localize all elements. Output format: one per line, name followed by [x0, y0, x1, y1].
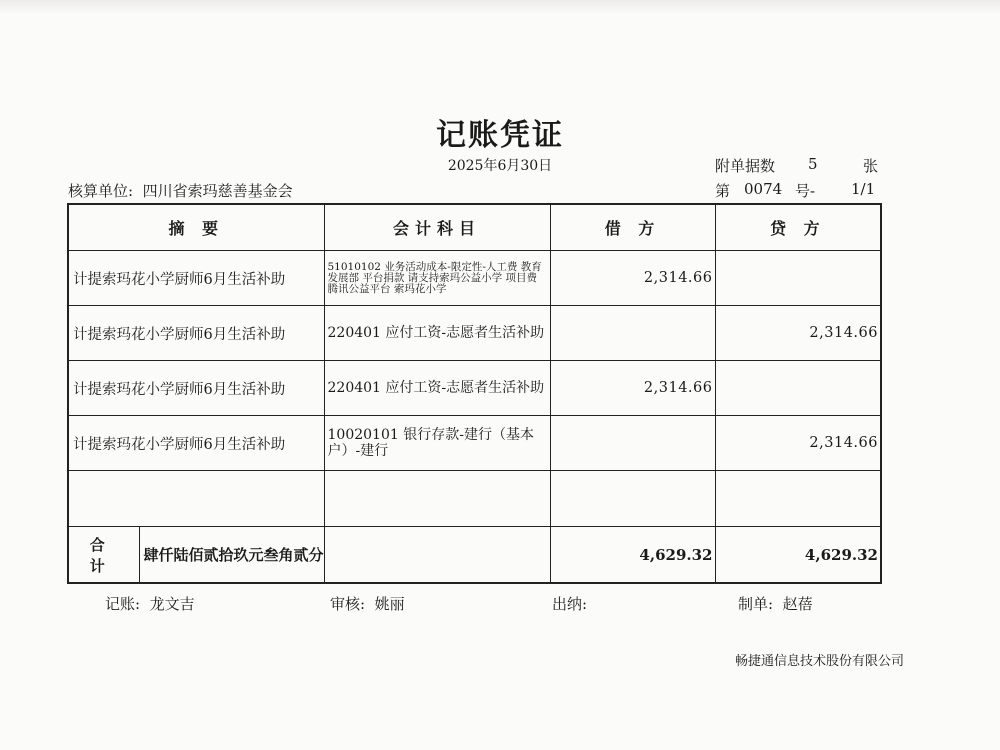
header-account: 会计科目: [324, 204, 550, 251]
header-debit: 借 方: [550, 204, 715, 251]
row-credit: 2,314.66: [715, 416, 881, 471]
row-credit: [715, 361, 881, 416]
voucher-number-value: 0074: [744, 180, 783, 198]
voucher-date: 2025年6月30日: [447, 158, 553, 174]
row-account: 220401 应付工资-志愿者生活补助: [324, 306, 550, 361]
software-company: 畅捷通信息技术股份有限公司: [735, 654, 905, 669]
reviewer-label: 审核:: [330, 595, 366, 613]
total-row: [68, 527, 881, 584]
row-account: 51010102 业务活动成本-限定性-人工费 教育发展部 平台捐款 请支持索玛公益小学 项目费 腾讯公益平台 索玛花小学: [324, 251, 550, 306]
preparer-name: 赵蓓: [782, 595, 813, 613]
row-summary: 计提索玛花小学厨师6月生活补助: [68, 306, 324, 361]
row-debit: 2,314.66: [550, 251, 715, 306]
cashier-label: 出纳:: [552, 595, 588, 613]
accounting-unit-name: 四川省索玛慈善基金会: [142, 182, 293, 200]
total-credit: 4,629.32: [715, 527, 881, 584]
voucher-page: 1/1: [851, 180, 876, 198]
attachments-count: 5: [808, 155, 818, 173]
preparer-signature: [738, 593, 813, 614]
bookkeeper-name: 龙文吉: [149, 595, 195, 613]
cashier-signature: [552, 593, 597, 614]
voucher-number-suffix: 号-: [795, 182, 816, 200]
total-amount-in-words: 肆仟陆佰贰拾玖元叁角贰分: [143, 546, 324, 564]
empty-cell: [550, 471, 715, 527]
row-summary: 计提索玛花小学厨师6月生活补助: [68, 416, 324, 471]
row-summary: 计提索玛花小学厨师6月生活补助: [68, 361, 324, 416]
reviewer-name: 姚丽: [374, 595, 405, 613]
table-row: [68, 361, 881, 416]
row-debit: [550, 416, 715, 471]
row-debit: 2,314.66: [550, 361, 715, 416]
voucher-title: 记账凭证: [436, 118, 564, 153]
voucher-table: [67, 203, 882, 584]
total-debit: 4,629.32: [550, 527, 715, 584]
bookkeeper-signature: [105, 593, 195, 614]
scan-edge: [0, 0, 1000, 14]
attachments-label: 附单据数: [715, 157, 776, 175]
empty-row: [68, 471, 881, 527]
header-summary: 摘 要: [68, 204, 324, 251]
reviewer-signature: [330, 593, 405, 614]
total-label: 合 计: [69, 527, 140, 582]
total-account-cell: [324, 527, 550, 584]
row-account: 220401 应付工资-志愿者生活补助: [324, 361, 550, 416]
row-debit: [550, 306, 715, 361]
accounting-unit-label: 核算单位:: [68, 182, 134, 200]
table-row: [68, 306, 881, 361]
row-account: 10020101 银行存款-建行（基本户）-建行: [324, 416, 550, 471]
empty-cell: [68, 471, 324, 527]
table-row: [68, 416, 881, 471]
table-row: [68, 251, 881, 306]
bookkeeper-label: 记账:: [105, 595, 141, 613]
row-summary: 计提索玛花小学厨师6月生活补助: [68, 251, 324, 306]
table-header-row: [68, 204, 881, 251]
empty-cell: [324, 471, 550, 527]
total-cell: [68, 527, 324, 584]
accounting-unit: [68, 180, 293, 201]
header-credit: 贷 方: [715, 204, 881, 251]
voucher-number-prefix: 第: [715, 182, 731, 200]
attachments-unit: 张: [863, 157, 879, 175]
row-credit: 2,314.66: [715, 306, 881, 361]
preparer-label: 制单:: [738, 595, 774, 613]
row-credit: [715, 251, 881, 306]
empty-cell: [715, 471, 881, 527]
